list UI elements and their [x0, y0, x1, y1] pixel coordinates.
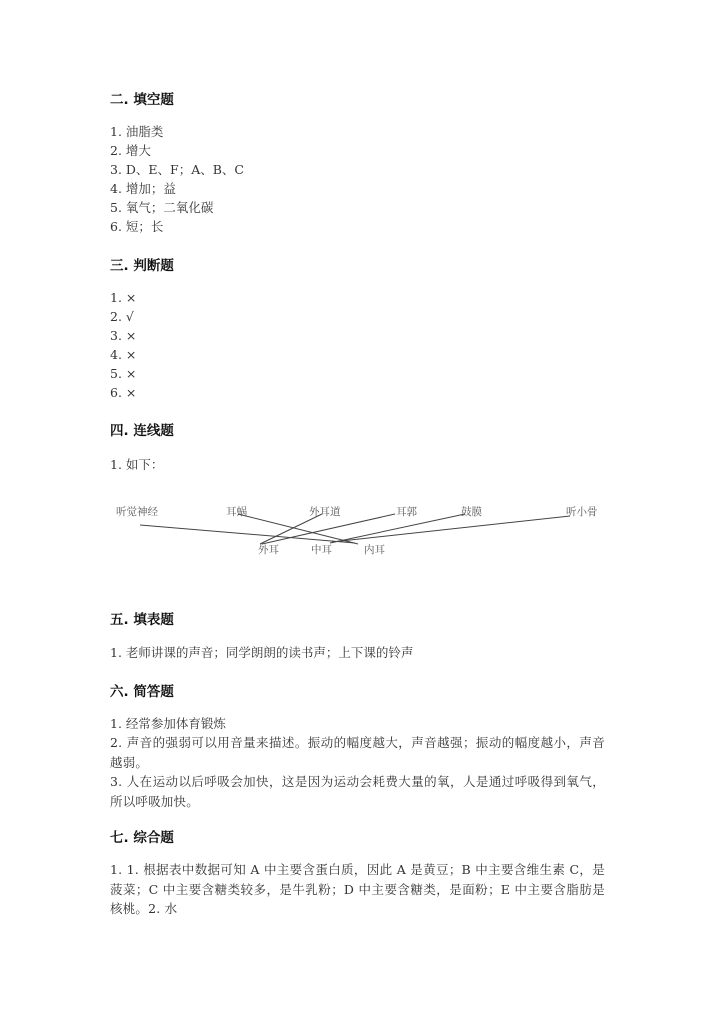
answer-item: 4. ×	[110, 347, 137, 362]
section-title-table-fill: 五. 填表题	[110, 612, 174, 628]
answer-item: 2. 声音的强弱可以用音量来描述。振动的幅度越大，声音越强；振动的幅度越小，声音越弱。	[110, 735, 605, 770]
top-label: 听小骨	[566, 506, 598, 518]
answer-item: 1. 经常参加体育锻炼	[110, 716, 226, 731]
section-title-matching: 四. 连线题	[110, 423, 174, 439]
matching-diagram	[110, 500, 610, 560]
section-title-fill-blank: 二. 填空题	[110, 92, 174, 108]
matching-intro: 1. 如下：	[110, 457, 164, 472]
answer-item: 3. 人在运动以后呼吸会加快，这是因为运动会耗费大量的氧，人是通过呼吸得到氧气，所以呼吸加快。	[110, 774, 605, 809]
bottom-label: 中耳	[311, 544, 332, 556]
answer-item: 6. ×	[110, 385, 137, 400]
bottom-label: 内耳	[364, 544, 385, 556]
answer-item: 3. D、E、F；A、B、C	[110, 162, 244, 177]
top-label: 耳郭	[396, 506, 417, 518]
top-label: 鼓膜	[461, 506, 482, 518]
answer-item: 1. ×	[110, 290, 137, 305]
top-label: 外耳道	[309, 506, 341, 518]
section-title-short-answer: 六. 简答题	[110, 684, 174, 700]
answer-item: 6. 短；长	[110, 219, 164, 234]
answer-item: 1. 油脂类	[110, 124, 164, 139]
answer-item: 4. 增加；益	[110, 181, 176, 196]
top-label: 耳蜗	[226, 506, 247, 518]
connection-lines	[110, 500, 610, 560]
answer-item: 2. √	[110, 309, 134, 324]
answer-item: 5. ×	[110, 366, 137, 381]
top-label: 听觉神经	[116, 506, 158, 518]
bottom-label: 外耳	[258, 544, 279, 556]
section-title-comprehensive: 七. 综合题	[110, 830, 174, 846]
section-title-true-false: 三. 判断题	[110, 258, 174, 274]
answer-item: 1. 1. 根据表中数据可知 A 中主要含蛋白质，因此 A 是黄豆；B 中主要含维生素 C，是菠菜；C 中主要含糖类较多，是牛乳粉；D 中主要含糖类，是面粉；E 中主要含脂肪是核桃。2. 水	[110, 862, 605, 916]
answer-item: 2. 增大	[110, 143, 151, 158]
answer-item: 3. ×	[110, 328, 137, 343]
answer-item: 5. 氧气；二氧化碳	[110, 200, 214, 215]
answer-item: 1. 老师讲课的声音；同学朗朗的读书声；上下课的铃声	[110, 645, 414, 660]
